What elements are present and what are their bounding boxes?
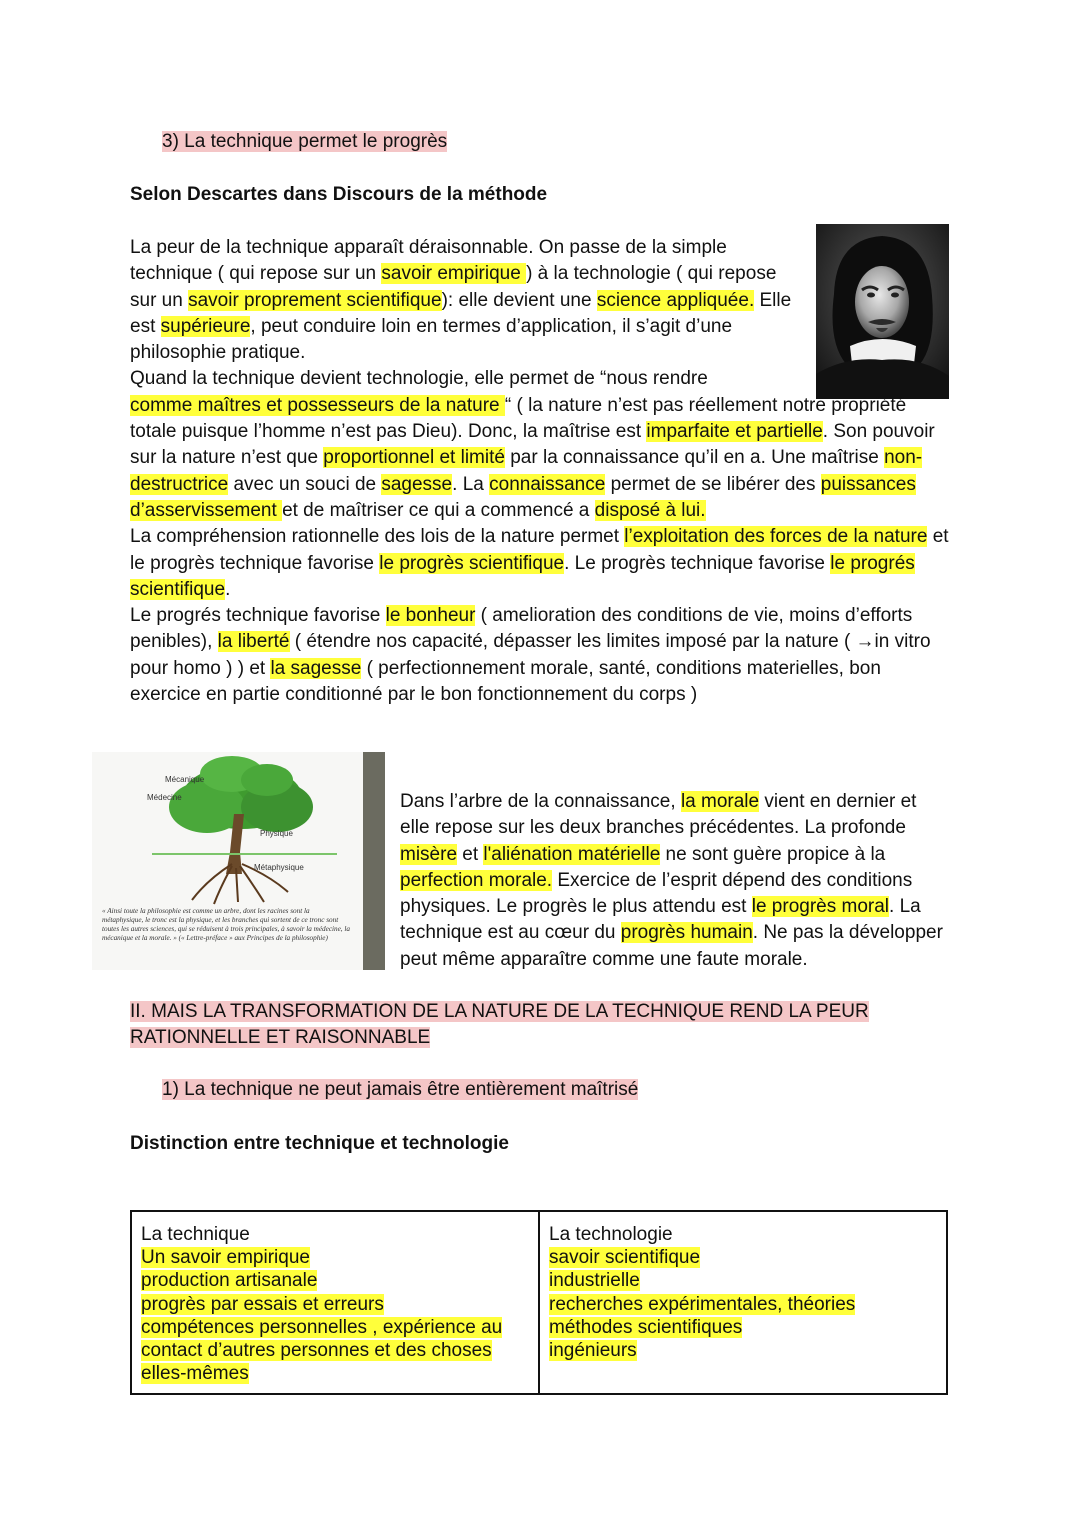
comparison-table xyxy=(130,1210,948,1395)
technologie-column xyxy=(539,1211,947,1394)
section-heading-1: 1) La technique ne peut jamais être entièrement maîtrisé xyxy=(162,1079,639,1100)
paragraph-4: Le progrés technique favorise le bonheur ( amelioration des conditions de vie, moins d’efforts penibles), la liberté ( étendre nos capacité, dépasser les limites imposé par la nature ( →in vitro pour homo ) ) et la sagesse ( perfectionnement morale, santé, conditions materielles, bon exercice en partie conditionné par le bon fonctionnement du corps ) xyxy=(130,605,931,706)
paragraph-5: Dans l’arbre de la connaissance, la morale vient en dernier et elle repose sur les deux branches précédentes. La profonde misère et l'aliénation matérielle ne sont guère propice à la perfection morale. Exercice de l’esprit dépend des conditions physiques. Le progrès le plus attendu est le progrès moral. La technique est au cœur du progrès humain. Ne pas la développer peut même apparaître comme une faute morale. xyxy=(400,791,943,970)
list-item: ingénieurs xyxy=(549,1340,637,1362)
tree-caption: « Ainsi toute la philosophie est comme un arbre, dont les racines sont la métaphysique, le tronc est la physique, et les branches qui sortent de ce tronc sont toutes les autres sciences, qui se réduisent à trois principales, à savoir la médecine, la mécanique et la morale. » (« Lettre-préface » aux Principes de la philosophie) xyxy=(102,907,350,942)
list-item: recherches expérimentales, théories xyxy=(549,1293,856,1315)
descartes-heading: Selon Descartes dans Discours de la méthode xyxy=(130,184,548,205)
distinction-heading: Distinction entre technique et technologie xyxy=(130,1133,509,1154)
technologie-title: La technologie xyxy=(549,1224,673,1245)
tree-label-metaphysique: Métaphysique xyxy=(254,863,304,872)
tree-label-mecanique: Mécanique xyxy=(165,775,205,784)
tree-of-knowledge-image xyxy=(92,752,385,970)
table-row xyxy=(131,1211,947,1394)
descartes-text xyxy=(130,235,950,708)
tree-label-medecine: Médecine xyxy=(147,793,182,802)
list-item: savoir scientifique xyxy=(549,1247,701,1269)
tree-label-physique: Physique xyxy=(260,829,293,838)
technique-title: La technique xyxy=(141,1224,250,1245)
list-item: méthodes scientifiques xyxy=(549,1316,743,1338)
list-item: industrielle xyxy=(549,1270,640,1292)
list-item: progrès par essais et erreurs xyxy=(141,1293,384,1315)
list-item: compétences personnelles , expérience au contact d’autres personnes et des choses elles-mêmes xyxy=(141,1316,503,1385)
image-side-bar xyxy=(363,752,385,970)
section-heading-3: 3) La technique permet le progrès xyxy=(162,131,448,152)
paragraph-2: Quand la technique devient technologie, elle permet de “nous rendre comme maîtres et possesseurs de la nature “ ( la nature n’est pas réellement notre propriété totale puisque l’homme n’est pas Dieu). Donc, la maîtrise est imparfaite et partielle. Son pouvoir sur la nature n’est que proportionnel et limité par la connaissance qu’il en a. Une maîtrise non-destructrice avec un souci de sagesse. La connaissance permet de se libérer des puissances d’asservissement et de maîtriser ce qui a commencé a disposé à lui. xyxy=(130,368,935,521)
part2-heading: II. MAIS LA TRANSFORMATION DE LA NATURE DE LA TECHNIQUE REND LA PEUR RATIONNELLE ET RAISONNABLE xyxy=(130,1001,869,1049)
list-item: production artisanale xyxy=(141,1270,318,1292)
list-item: Un savoir empirique xyxy=(141,1247,310,1269)
paragraph-1: La peur de la technique apparaît déraisonnable. On passe de la simple technique ( qui repose sur un savoir empirique ) à la technologie ( qui repose sur un savoir proprement scientifique): elle devient une science appliquée. Elle est supérieure, peut conduire loin en termes d’application, il s’agit d’une philosophie pratique. xyxy=(130,237,792,364)
technique-column xyxy=(131,1211,539,1394)
paragraph-3: La compréhension rationnelle des lois de la nature permet l’exploitation des forces de la nature et le progrès technique favorise le progrès scientifique. Le progrès technique favorise le progrés scientifique. xyxy=(130,526,949,600)
